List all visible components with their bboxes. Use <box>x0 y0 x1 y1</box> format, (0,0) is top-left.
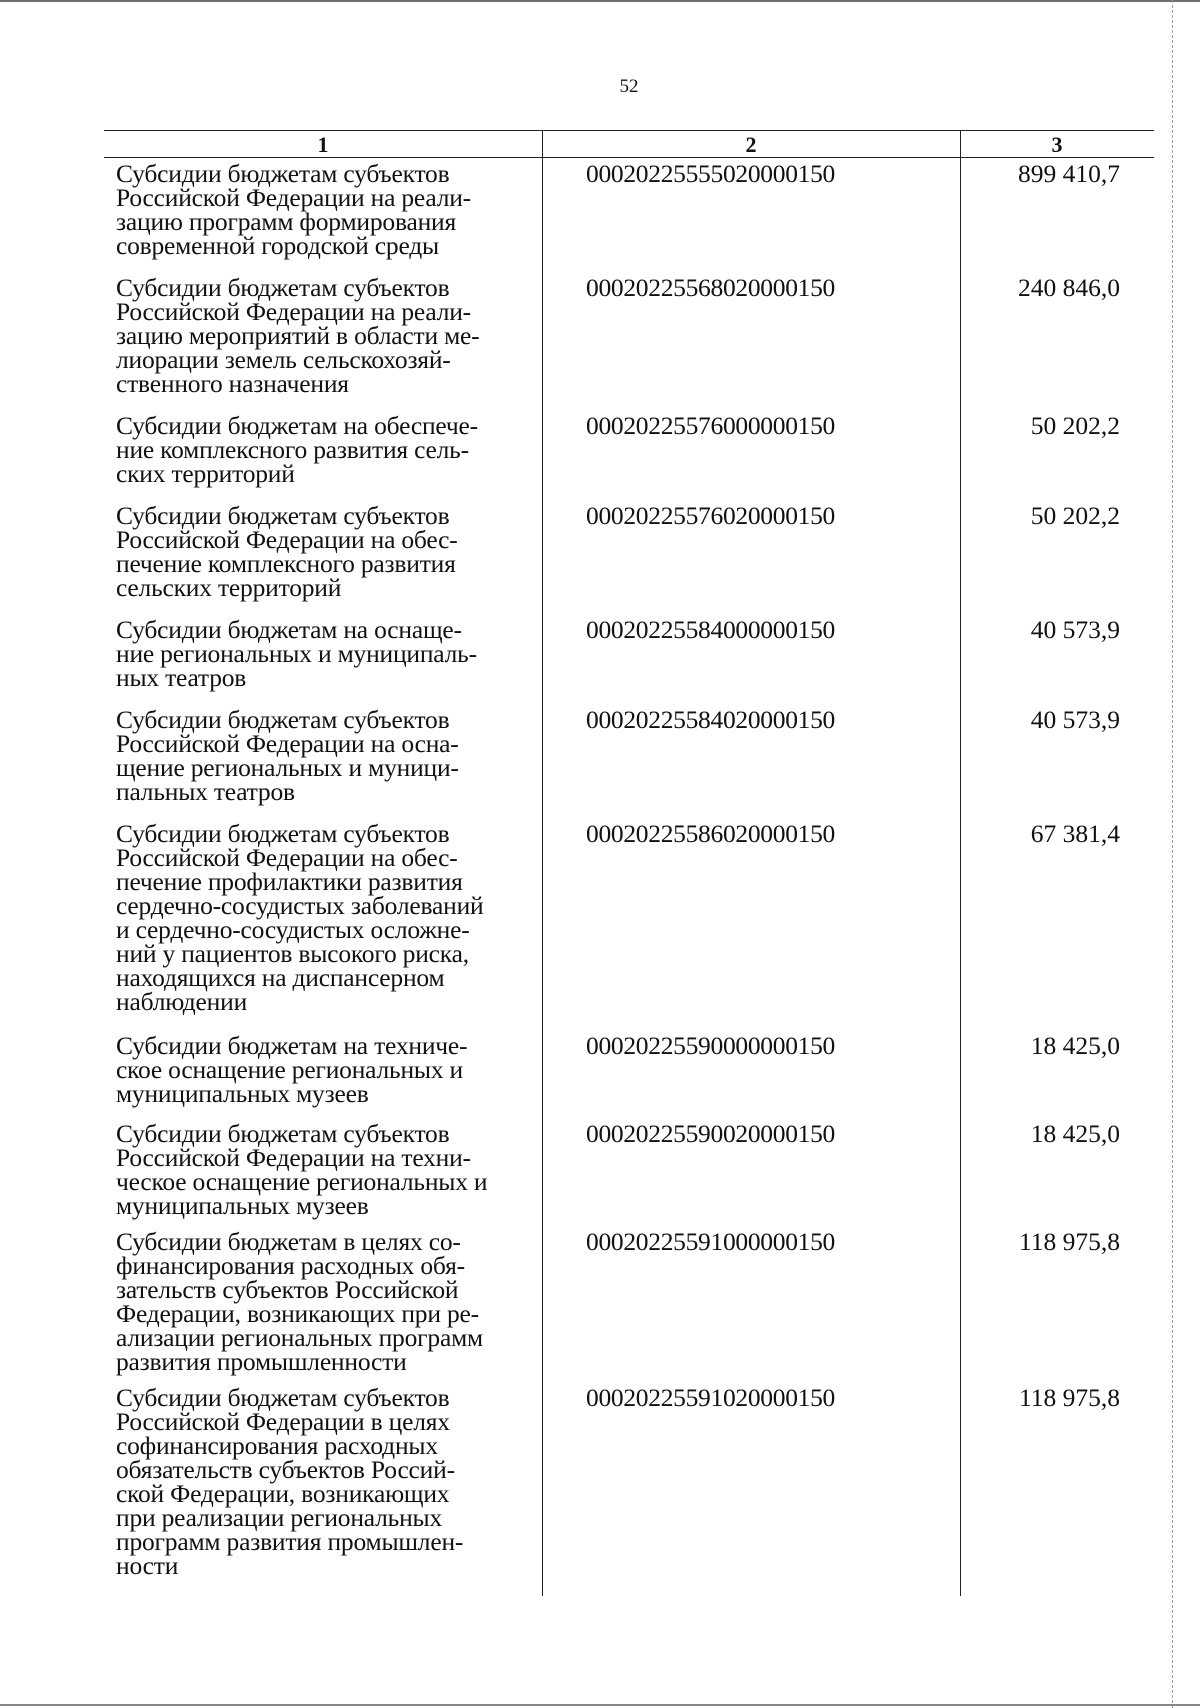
row-name: Субсидии бюджетам субъектов Российской Федерации на техни- ческое оснащение региональных и муниципальных музеев <box>116 1119 488 1220</box>
budget-table <box>104 130 1154 1596</box>
row-amount: 67 381,4 <box>1030 819 1120 848</box>
scan-top-edge <box>0 0 1200 2</box>
row-code: 00020225591020000150 <box>586 1383 836 1412</box>
row-code: 00020225590000000150 <box>586 1031 836 1060</box>
row-code: 00020225555020000150 <box>586 159 836 188</box>
page-number: 52 <box>619 76 639 97</box>
header-bottom-rule <box>104 157 1154 158</box>
row-amount: 118 975,8 <box>1018 1227 1120 1256</box>
row-code: 00020225584020000150 <box>586 705 836 734</box>
row-amount: 18 425,0 <box>1030 1031 1120 1060</box>
row-code: 00020225591000000150 <box>586 1227 836 1256</box>
row-amount: 50 202,2 <box>1030 501 1120 530</box>
scan-right-edge <box>1172 0 1173 1708</box>
table-row <box>104 705 1154 822</box>
row-name: Субсидии бюджетам субъектов Российской Федерации на обес- печение комплексного развития сельских территорий <box>116 501 458 602</box>
row-name: Субсидии бюджетам в целях со- финансирования расходных обя- зательств субъектов Российской Федерации, возникающих при ре- ализации региональных программ развития промышленности <box>116 1227 483 1376</box>
row-name: Субсидии бюджетам на техниче- ское оснащение региональных и муниципальных музеев <box>116 1031 468 1108</box>
row-amount: 240 846,0 <box>1018 273 1120 302</box>
header-col-2: 2 <box>745 132 757 157</box>
row-amount: 40 573,9 <box>1030 615 1120 644</box>
row-name: Субсидии бюджетам субъектов Российской Федерации на осна- щение региональных и муници- пальных театров <box>116 705 459 806</box>
row-code: 00020225576000000150 <box>586 411 836 440</box>
row-name: Субсидии бюджетам субъектов Российской Федерации на обес- печение профилактики развития сердечно-сосудистых заболеваний и сердечно-сосудистых осложне- ний у пациентов высокого риска, находящихся на диспансерном наблюдении <box>116 819 484 1016</box>
table-body <box>104 159 1154 1586</box>
row-code: 00020225576020000150 <box>586 501 836 530</box>
row-name: Субсидии бюджетам субъектов Российской Федерации в целях софинансирования расходных обязательств субъектов Россий- ской Федерации, возникающих при реализации региональных программ развития промышлен- ности <box>116 1383 464 1580</box>
table-row <box>104 615 1154 708</box>
table-row <box>104 159 1154 276</box>
row-name: Субсидии бюджетам субъектов Российской Федерации на реали- зацию мероприятий в области ме- лиорации земель сельскохозяй- ственного назначения <box>116 273 480 398</box>
row-code: 00020225590020000150 <box>586 1119 836 1148</box>
table-row <box>104 501 1154 618</box>
header-col-3: 3 <box>1051 132 1063 157</box>
table-row <box>104 1383 1154 1586</box>
row-code: 00020225568020000150 <box>586 273 836 302</box>
table-row <box>104 1119 1154 1230</box>
row-name: Субсидии бюджетам на оснаще- ние региональных и муниципаль- ных театров <box>116 615 477 692</box>
row-amount: 50 202,2 <box>1030 411 1120 440</box>
row-amount: 18 425,0 <box>1030 1119 1120 1148</box>
table-row <box>104 273 1154 414</box>
table-row <box>104 411 1154 504</box>
row-code: 00020225584000000150 <box>586 615 836 644</box>
row-code: 00020225586020000150 <box>586 819 836 848</box>
header-col-1: 1 <box>317 132 329 157</box>
table-row <box>104 1031 1154 1122</box>
table-row <box>104 1227 1154 1386</box>
row-name: Субсидии бюджетам на обеспече- ние комплексного развития сель- ских территорий <box>116 411 478 488</box>
row-amount: 118 975,8 <box>1018 1383 1120 1412</box>
row-amount: 899 410,7 <box>1018 159 1120 188</box>
row-amount: 40 573,9 <box>1030 705 1120 734</box>
row-name: Субсидии бюджетам субъектов Российской Федерации на реали- зацию программ формирования современной городской среды <box>116 159 471 260</box>
table-row <box>104 819 1154 1034</box>
scan-bottom-edge <box>0 1704 1200 1706</box>
